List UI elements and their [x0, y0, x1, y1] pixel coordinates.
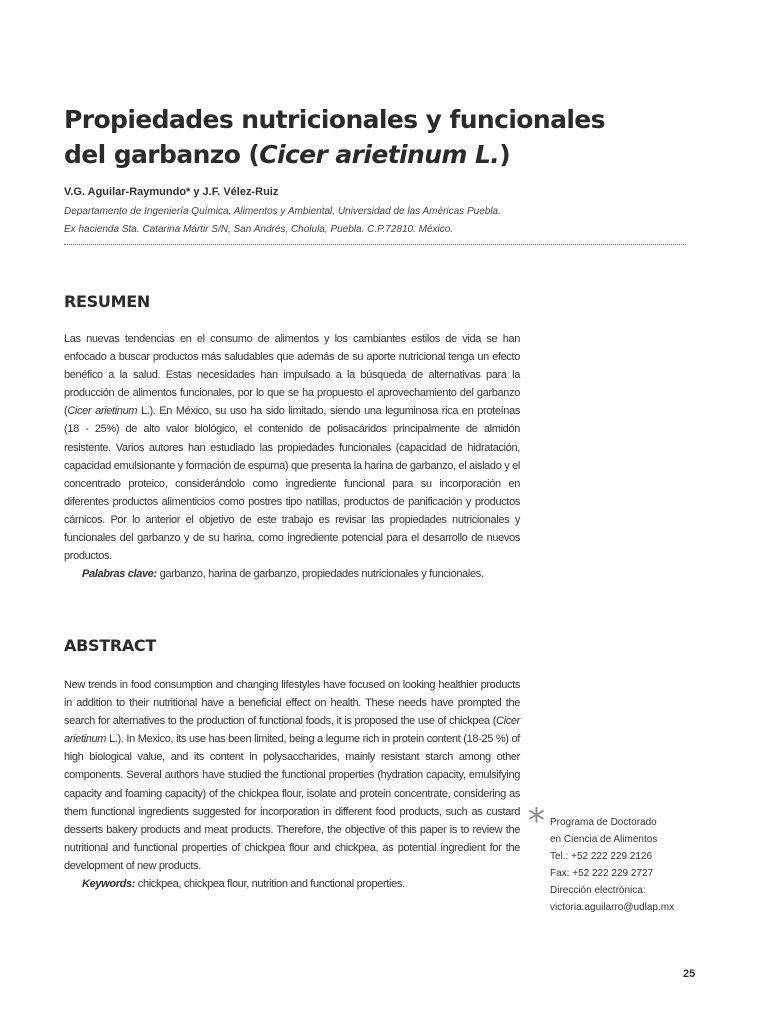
title-line-2-prefix: del garbanzo (: [64, 140, 260, 169]
resumen-species-italic: Cicer arietinum: [67, 405, 138, 418]
affiliation-line-2: Ex hacienda Sta. Catarina Mártir S/N, San Andrés, Cholula, Puebla. C.P.72810. México.: [64, 224, 454, 235]
resumen-keywords-text: garbanzo, harina de garbanzo, propiedades nutricionales y funcionales.: [156, 568, 484, 581]
article-title: [64, 102, 624, 172]
abstract-text-part-1: New trends in food consumption and changing lifestyles have focused on looking healthier products in addition to their nutritional have a beneficial effect on health. These needs have prompted the search for alternatives to the production of functional foods, it is proposed the use of chickpea (: [64, 679, 520, 728]
abstract-species-italic: Cicer arietinum: [64, 715, 520, 746]
footnote-line: Dirección electrónica:: [550, 885, 646, 896]
asterisk-icon: *: [528, 801, 545, 841]
footnote-line: Tel.: +52 222 229 2126: [550, 851, 653, 862]
footnote-line: Fax: +52 222 229 2727: [550, 868, 654, 879]
title-line-2-suffix: ): [499, 140, 511, 169]
resumen-paragraph: [64, 330, 520, 565]
authors: V.G. Aguilar-Raymundo* y J.F. Vélez-Ruiz: [64, 186, 279, 198]
title-line-1: Propiedades nutricionales y funcionales: [64, 105, 605, 134]
resumen-keywords: [64, 565, 520, 583]
abstract-keywords: [64, 875, 520, 893]
resumen-text-part-1: Las nuevas tendencias en el consumo de alimentos y los cambiantes estilos de vida se han enfocado a buscar productos más saludables que además de su aporte nutricional tenga un efecto benéfico a la salud. Estas necesidades han impulsado a la búsqueda de alternativas para la producción de alimentos funcionales, por lo que se ha propuesto el aprovechamiento del garbanzo (: [64, 333, 520, 418]
resumen-keywords-label: Palabras clave:: [82, 568, 157, 581]
abstract-text-part-2: L.). In Mexico, its use has been limited, being a legume rich in protein content (18-25 %) of high biological value, and its content in polysaccharides, mainly resistant starch among other components. Several authors have studied the functional properties (hydration capacity, emulsifying capacity and foaming capacity) of the chickpea flour, isolate and protein concentrate, considering as them functional ingredients suggested for incorporation in different food products, such as custard desserts bakery products and meat products. Therefore, the objective of this paper is to review the nutritional and functional properties of chickpea flour and chickpea, as potential ingredient for the development of new products.: [64, 733, 520, 872]
page-number: 25: [683, 968, 696, 980]
title-species-name: Cicer arietinum L.: [259, 140, 500, 169]
abstract-heading: ABSTRACT: [64, 636, 156, 655]
resumen-heading: RESUMEN: [64, 292, 150, 311]
footnote-email[interactable]: victoria.aguilarro@udlap.mx: [550, 902, 675, 913]
footnote-line: en Ciencia de Alimentos: [550, 834, 658, 845]
footnote-line: Programa de Doctorado: [550, 817, 657, 828]
dotted-divider: [64, 244, 686, 245]
resumen-section: [64, 330, 520, 583]
footnote-lines: [550, 814, 674, 916]
resumen-text-part-2: L.). En México, su uso ha sido limitado, siendo una leguminosa rica en proteínas (18 - 25%) de alto valor biológico, el contenido de polisacáridos principalmente de almidón resistente. Varios autores han estudiado las propiedades funcionales (capacidad de hidratación, capacidad emulsionante y formación de espuma) que presenta la harina de garbanzo, el aislado y el concentrado proteico, considerándolo como ingrediente funcional para su incorporación en diferentes productos alimenticios como postres tipo natillas, productos de panificación y productos cárnicos. Por lo anterior el objetivo de este trabajo es revisar las propiedades nutricionales y funcionales del garbanzo y de su harina, como ingrediente potencial para el desarrollo de nuevos productos.: [64, 405, 520, 563]
abstract-keywords-text: chickpea, chickpea flour, nutrition and functional properties.: [135, 878, 405, 891]
abstract-paragraph: [64, 676, 520, 875]
affiliation-line-1: Departamento de Ingeniería Química, Alimentos y Ambiental, Universidad de las Américas Puebla.: [64, 206, 501, 217]
abstract-section: [64, 676, 520, 893]
abstract-keywords-label: Keywords:: [82, 878, 136, 891]
